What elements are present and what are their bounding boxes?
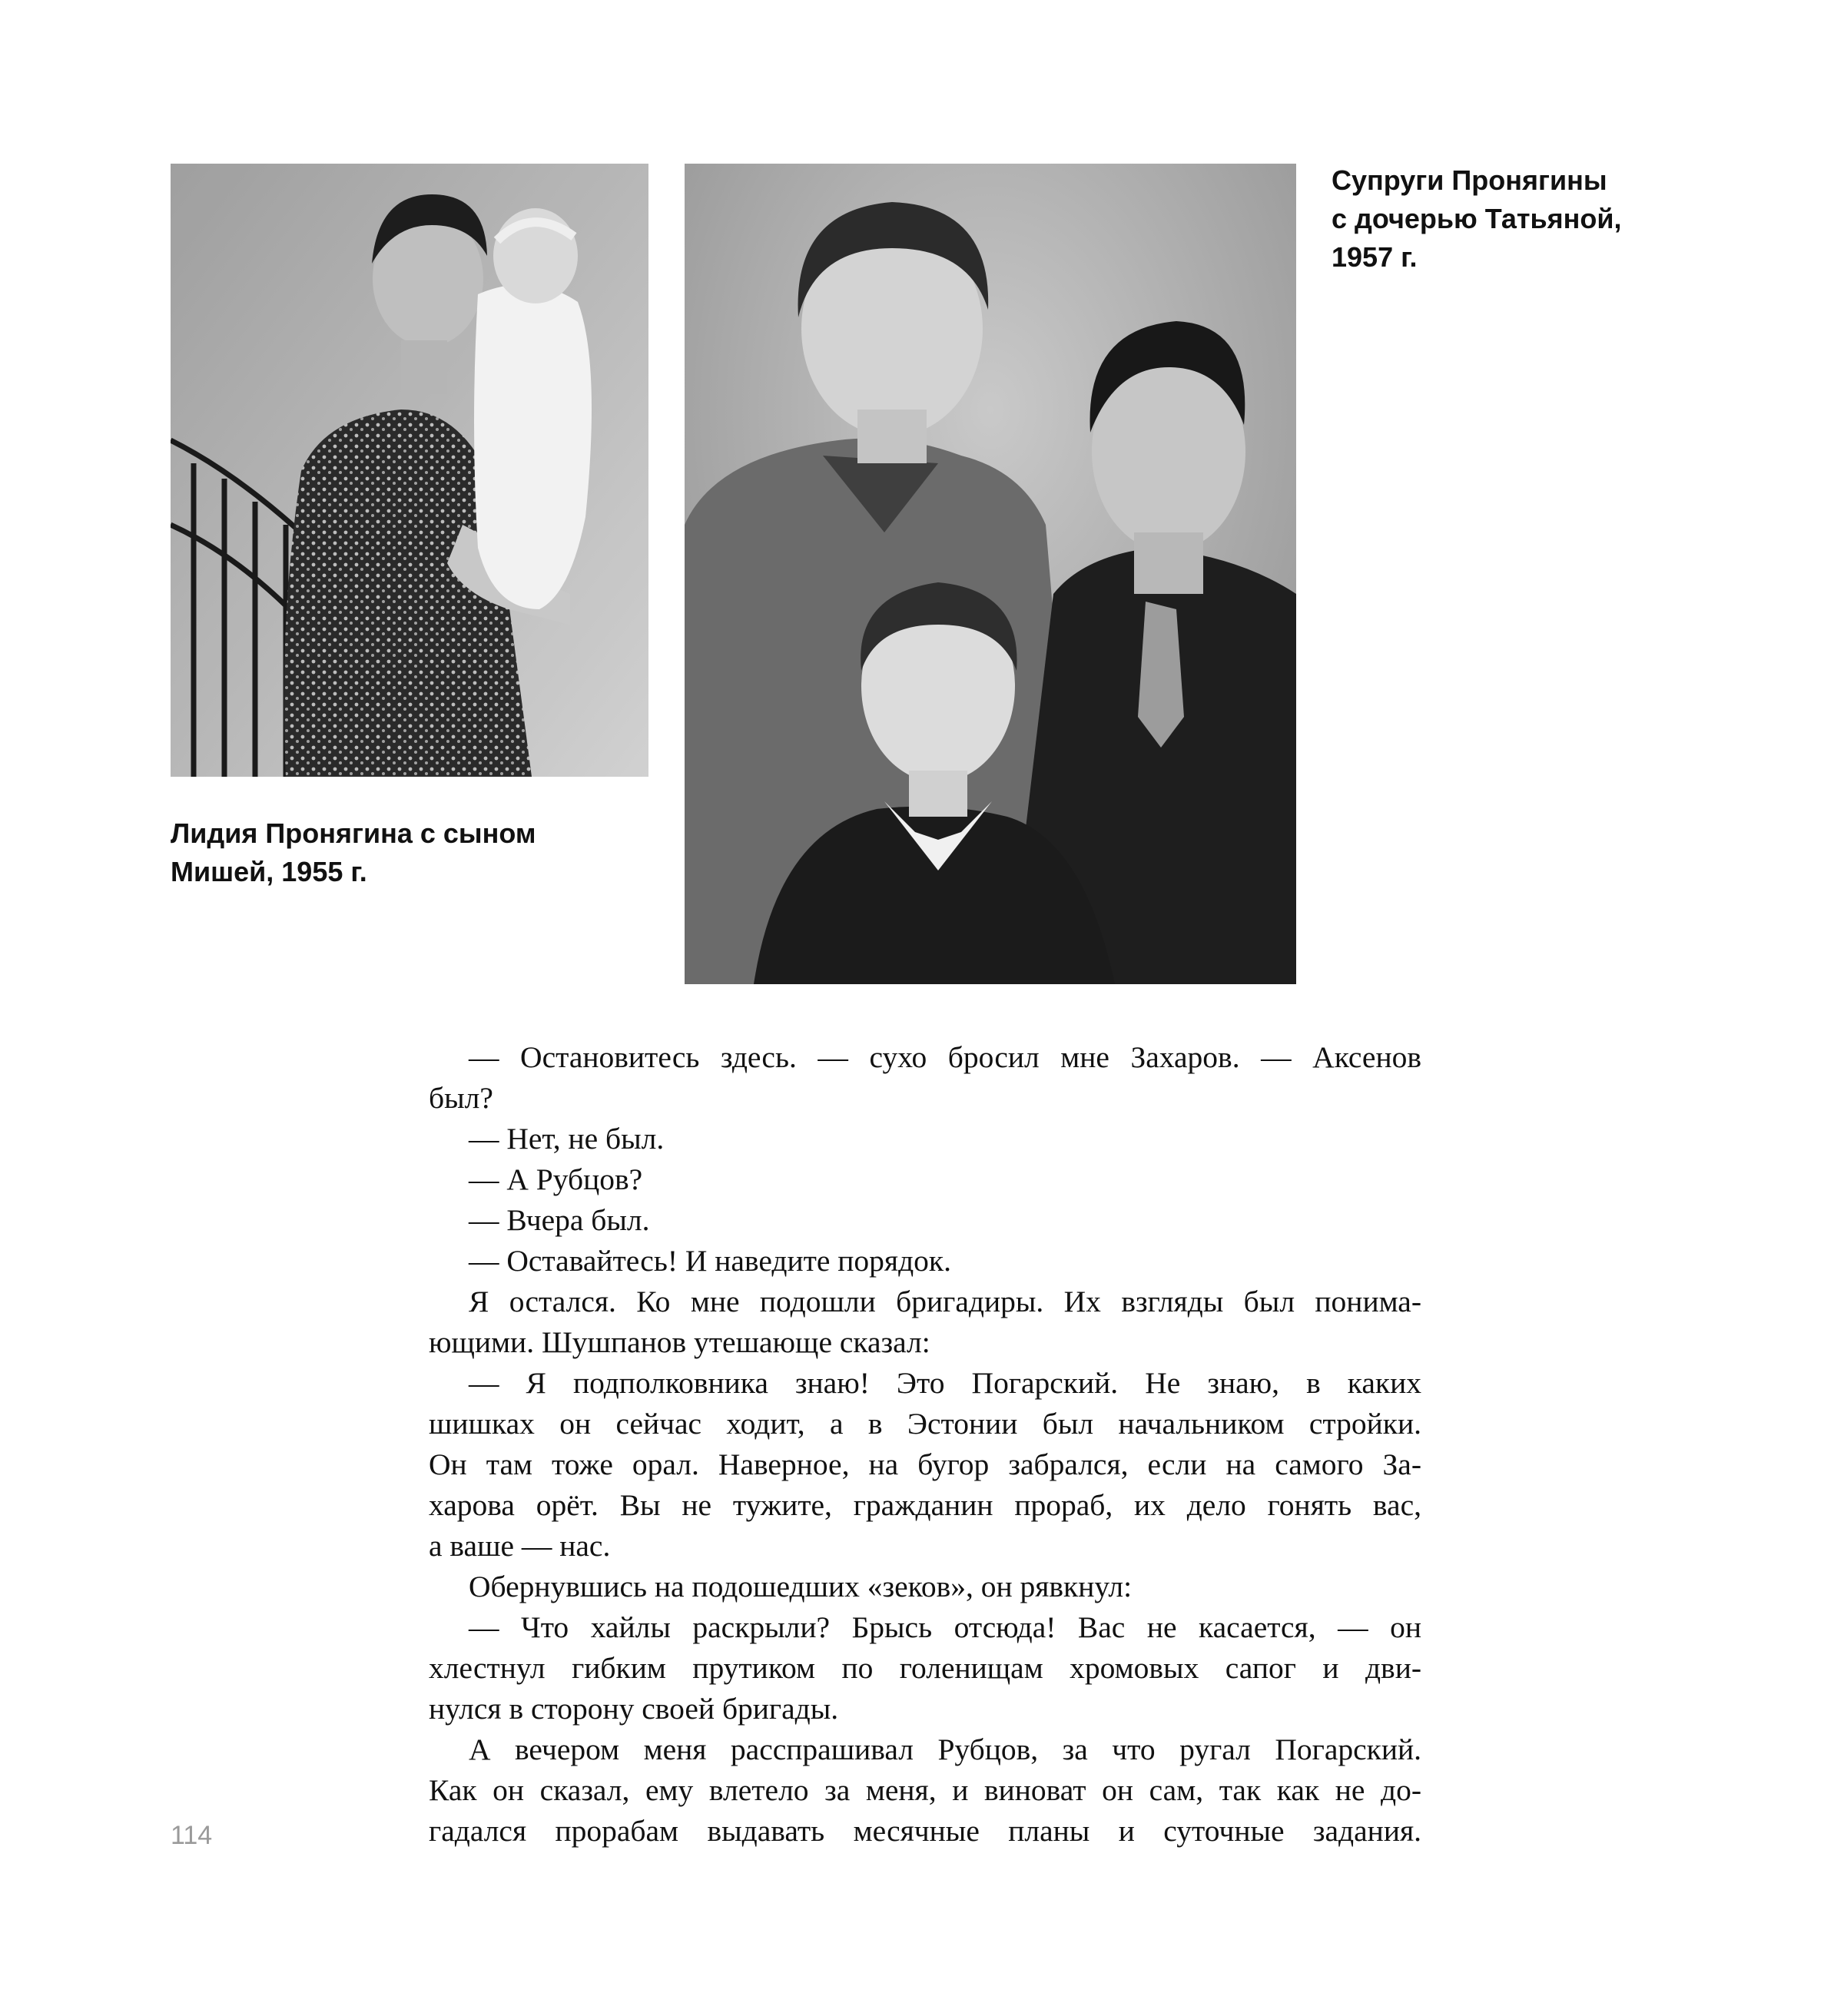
text-line: шишках он сейчас ходит, а в Эстонии был начальником стройки. <box>429 1407 1421 1441</box>
photo-family-portrait <box>685 164 1296 984</box>
text-line: Я остался. Ко мне подошли бригадиры. Их взгляды был понима- <box>469 1285 1421 1318</box>
text-line: хлестнул гибким прутиком по голенищам хромовых сапог и дви- <box>429 1651 1421 1685</box>
text-line: А вечером меня расспрашивал Рубцов, за что ругал Погарский. <box>469 1732 1421 1766</box>
text-line: гадался прорабам выдавать месячные планы и суточные задания. <box>429 1814 1421 1848</box>
caption-woman-with-baby <box>171 814 601 891</box>
text-line: — Нет, не был. <box>469 1122 665 1156</box>
caption-line: Супруги Пронягины <box>1332 164 1607 196</box>
photo-woman-with-baby <box>171 164 648 777</box>
text-line: — Я подполковника знаю! Это Погарский. Не знаю, в каких <box>469 1366 1421 1400</box>
text-line: Он там тоже орал. Наверное, на бугор забрался, если на самого За- <box>429 1447 1421 1481</box>
caption-line: с дочерью Татьяной, <box>1332 203 1622 234</box>
caption-line: 1957 г. <box>1332 241 1418 273</box>
text-line: — Что хайлы раскрыли? Брысь отсюда! Вас не касается, — он <box>469 1610 1421 1644</box>
text-line: а ваше — нас. <box>429 1529 611 1563</box>
text-line: Обернувшись на подошедших «зеков», он рявкнул: <box>469 1570 1133 1603</box>
text-line: — А Рубцов? <box>469 1162 643 1196</box>
page-number: 114 <box>171 1821 213 1850</box>
text-line: нулся в сторону своей бригады. <box>429 1692 839 1726</box>
body-text <box>429 1037 1421 1852</box>
text-line: — Вчера был. <box>469 1203 650 1237</box>
text-line: был? <box>429 1081 493 1115</box>
text-line: ющими. Шушпанов утешающе сказал: <box>429 1325 930 1359</box>
text-line: Как он сказал, ему влетело за меня, и виноват он сам, так как не до- <box>429 1773 1421 1807</box>
caption-line: Мишей, 1955 г. <box>171 856 367 887</box>
text-line: — Оставайтесь! И наведите порядок. <box>469 1244 951 1278</box>
caption-line: Лидия Пронягина с сыном <box>171 817 536 849</box>
text-line: — Остановитесь здесь. — сухо бросил мне Захаров. — Аксенов <box>469 1040 1421 1074</box>
caption-family-portrait <box>1332 161 1700 277</box>
text-line: харова орёт. Вы не тужите, гражданин прораб, их дело гонять вас, <box>429 1488 1421 1522</box>
